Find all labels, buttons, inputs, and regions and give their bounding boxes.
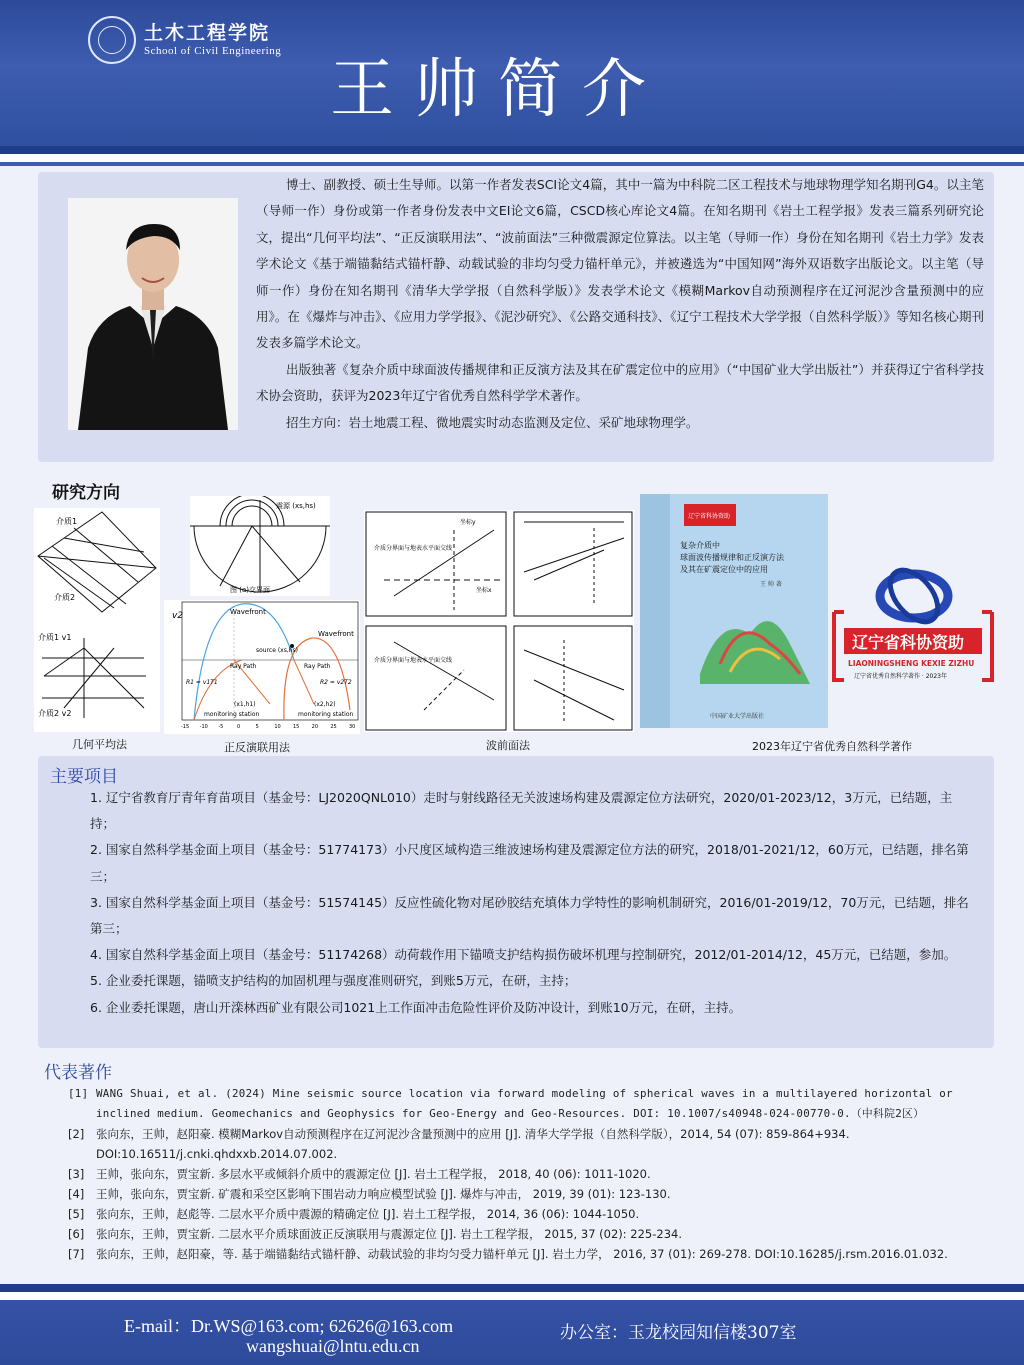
publication-number: [1]	[68, 1087, 89, 1100]
project-item: 6. 企业委托课题，唐山开滦林西矿业有限公司1021上工作面冲击危险性评价及防冲设计，到账10万元，在研，主持。	[90, 999, 742, 1015]
publication-number: [7]	[68, 1247, 85, 1261]
book-cover	[640, 494, 828, 728]
fig3-label: R2 = v2T2	[320, 679, 352, 686]
publication-text: 王帅，张向东，贾宝新. 矿震和采空区影响下围岩动力响应模型试验 [J]. 爆炸与冲击， 2019, 39 (01): 123-130.	[96, 1187, 671, 1201]
book-author: 王 帅 著	[760, 581, 782, 588]
seal-sub: 辽宁省优秀自然科学著作 · 2023年	[854, 673, 947, 680]
research-heading: 研究方向	[52, 483, 120, 503]
publication-text: 张向东，王帅，赵彪等. 二层水平介质中震源的精确定位 [J]. 岩土工程学报， 2014, 36 (06): 1044-1050.	[96, 1207, 640, 1221]
publication-text: 张向东，王帅，赵阳豪. 模糊Markov自动预测程序在辽河泥沙含量预测中的应用 [J]. 清华大学学报（自然科学版），2014, 54 (07): 859-864+934. DOI:10.16511/j.cnki.qhdxxb.2014.07.002.	[96, 1127, 850, 1161]
publication-text: 张向东，王帅，贾宝新. 二层水平介质球面波正反演联用与震源定位 [J]. 岩土工程学报， 2015, 37 (02): 225-234.	[96, 1227, 683, 1241]
figure-wavefront	[164, 600, 360, 734]
project-item: 2. 国家自然科学基金面上项目（基金号：51774173）小尺度区域构造三维波速场构建及震源定位方法的研究，2018/01-2021/12，60万元，已结题，排名第三；	[90, 842, 969, 884]
fig3-tick-label: 15	[293, 724, 300, 730]
publication-item	[68, 1204, 1004, 1224]
publication-item	[68, 1244, 1004, 1264]
projects-heading: 主要项目	[50, 767, 118, 787]
fig3-tick-label: -10	[199, 724, 208, 730]
fig1-label: 介质2 v2	[38, 709, 72, 718]
fig2-label: 图 (a)交界面	[230, 586, 270, 594]
fig3-label: monitoring station	[298, 711, 354, 718]
fig3-tick-label: 25	[330, 724, 337, 730]
fig3-tick-label: 20	[311, 724, 319, 730]
fig3-tick-label: 5	[255, 724, 259, 730]
fig3-label: Ray Path	[230, 663, 257, 670]
publication-text: 王帅，张向东，贾宝新. 多层水平或倾斜介质中的震源定位 [J]. 岩土工程学报， 2018, 40 (06): 1011-1020.	[96, 1167, 651, 1181]
header-stripe	[0, 162, 1024, 166]
fig4-label: 坐标x	[476, 587, 492, 594]
publication-item	[68, 1124, 1004, 1164]
publication-item	[68, 1184, 1004, 1204]
fig4-label: 坐标y	[460, 519, 476, 526]
caption-geometric-mean: 几何平均法	[72, 738, 127, 751]
fig3-tick-label: -5	[218, 724, 224, 730]
sponsor-seal	[830, 556, 996, 686]
fig3-tick-label: 10	[274, 724, 281, 730]
publications-heading: 代表著作	[44, 1063, 112, 1083]
publication-number: [6]	[68, 1227, 85, 1241]
school-name-en: School of Civil Engineering	[144, 45, 282, 57]
fig3-label: v2	[172, 611, 184, 621]
fig3-label: source (xs,hs)	[256, 647, 299, 654]
project-item: 1. 辽宁省教育厅青年育苗项目（基金号：LJ2020QNL010）走时与射线路径无关波速场构建及震源定位方法研究，2020/01-2023/12，3万元，已结题，主持；	[90, 790, 953, 832]
projects-list	[90, 785, 970, 1021]
seal-cn: 辽宁省科协资助	[852, 633, 965, 652]
office-location: 办公室：玉龙校园知信楼307室	[560, 1323, 797, 1343]
fig2-label: 震源 (xs,hs)	[276, 502, 316, 510]
bio-paragraph: 招生方向：岩土地震工程、微地震实时动态监测及定位、采矿地球物理学。	[286, 414, 699, 430]
fig3-label: monitoring station	[204, 711, 260, 718]
seal-pinyin: LIAONINGSHENG KEXIE ZIZHU	[848, 659, 975, 668]
contact-email-secondary[interactable]: wangshuai@lntu.edu.cn	[246, 1336, 420, 1356]
fig3-label: Wavefront	[318, 630, 354, 638]
figure-wavefront-method	[364, 510, 634, 732]
fig4-label: 介质分界面与地表水平面交线	[374, 657, 453, 664]
footer-stripe	[0, 1284, 1024, 1292]
fig1-label: 介质2	[54, 593, 76, 602]
fig3-tick-label: 30	[349, 724, 356, 730]
figure-semicircle	[190, 496, 330, 596]
book-publisher: 中国矿业大学出版社	[710, 713, 765, 720]
publication-item	[68, 1164, 1004, 1184]
page-title: 王帅简介	[330, 53, 666, 127]
caption-book: 2023年辽宁省优秀自然科学著作	[752, 740, 912, 753]
publication-item	[68, 1224, 1004, 1244]
fig4-label: 介质分界面与地表水平面交线	[374, 545, 453, 552]
caption-forward-inverse: 正反演联用法	[224, 741, 290, 754]
project-item: 5. 企业委托课题，锚喷支护结构的加固机理与强度准则研究，到账5万元，在研，主持；	[90, 973, 577, 989]
bio-paragraph: 博士、副教授、硕士生导师。以第一作者发表SCI论文4篇，其中一篇为中科院二区工程技术与地球物理学知名期刊G4。以主笔（导师一作）身份或第一作者身份发表中文EI论文6篇，CSCD核心库论文4篇。在知名期刊《岩土工程学报》发表三篇系列研究论文，提出“几何平均法”、“正反演联用法”、“波前面法”三种微震源定位算法。以主笔（导师一作）身份在知名期刊《岩土力学》发表学术论文《基于端锚黏结式锚杆静、动载试验的非均匀受力锚杆单元》，并被遴选为“中国知网”海外双语数字出版论文。以主笔（导师一作）身份在知名期刊《清华大学学报（自然科学版）》发表学术论文《模糊Markov自动预测程序在辽河泥沙含量预测中的应用》。在《爆炸与冲击》、《应用力学学报》、《泥沙研究》、《公路交通科技》、《辽宁工程技术大学学报（自然科学版）》等知名核心期刊发表多篇学术论文。	[256, 177, 984, 351]
publication-number: [5]	[68, 1207, 85, 1221]
project-item: 3. 国家自然科学基金面上项目（基金号：51574145）反应性硫化物对尾砂胶结充填体力学特性的影响机制研究，2016/01-2019/12，70万元，已结题，排名第三；	[90, 894, 969, 937]
book-title-line: 及其在矿震定位中的应用	[680, 565, 768, 574]
book-title-line: 复杂介质中	[680, 541, 720, 550]
fig1-label: 介质1 v1	[38, 633, 72, 642]
footer-stripe	[0, 1292, 1024, 1300]
publication-number: [4]	[68, 1187, 85, 1201]
publications-list	[68, 1084, 1004, 1264]
bio-text	[256, 172, 984, 436]
book-badge: 辽宁省科协资助	[688, 513, 731, 520]
figure-geometric-mean	[34, 508, 160, 732]
portrait-photo	[68, 198, 238, 430]
publication-number: [3]	[68, 1167, 85, 1181]
caption-wavefront: 波前面法	[486, 739, 530, 752]
fig3-tick-label: -15	[181, 724, 190, 730]
publication-item	[68, 1084, 1004, 1124]
school-name-cn: 土木工程学院	[144, 22, 271, 44]
fig3-label: Wavefront	[230, 608, 266, 616]
header-stripe	[0, 146, 1024, 154]
fig3-label: Ray Path	[304, 663, 331, 670]
publication-number: [2]	[68, 1127, 85, 1141]
bio-paragraph: 出版独著《复杂介质中球面波传播规律和正反演方法及其在矿震定位中的应用》（“中国矿业大学出版社”）并获得辽宁省科学技术协会资助，获评为2023年辽宁省优秀自然科学学术著作。	[256, 361, 984, 404]
book-title-line: 球面波传播规律和正反演方法	[680, 553, 784, 562]
contact-email[interactable]: E-mail：Dr.WS@163.com; 62626@163.com	[124, 1316, 454, 1336]
project-item: 4. 国家自然科学基金面上项目（基金号：51174268）动荷载作用下锚喷支护结构损伤破坏机理与控制研究，2012/01-2014/12，45万元，已结题，参加。	[90, 947, 957, 963]
fig3-label: R1 = v1T1	[186, 679, 218, 686]
fig3-label: (x2,h2)	[314, 701, 336, 708]
school-logo-icon	[88, 16, 136, 64]
header-stripe	[0, 154, 1024, 162]
publication-text: WANG Shuai, et al. (2024) Mine seismic source location via forward modeling of spherical waves in a multilayered horizontal or inclined medium. Geomechanics and Geophysics for Geo-Energy and Geo-Resources. DOI: 10.1007/s40948-024-00770-0.（中科院2区）	[96, 1087, 953, 1120]
fig3-tick-label: 0	[237, 724, 241, 730]
fig1-label: 介质1	[56, 517, 78, 526]
publication-text: 张向东，王帅，赵阳豪，等. 基于端锚黏结式锚杆静、动载试验的非均匀受力锚杆单元 [J]. 岩土力学， 2016, 37 (01): 269-278. DOI:10.16285/j.rsm.2016.01.032.	[96, 1247, 948, 1261]
fig3-label: (x1,h1)	[234, 701, 256, 708]
